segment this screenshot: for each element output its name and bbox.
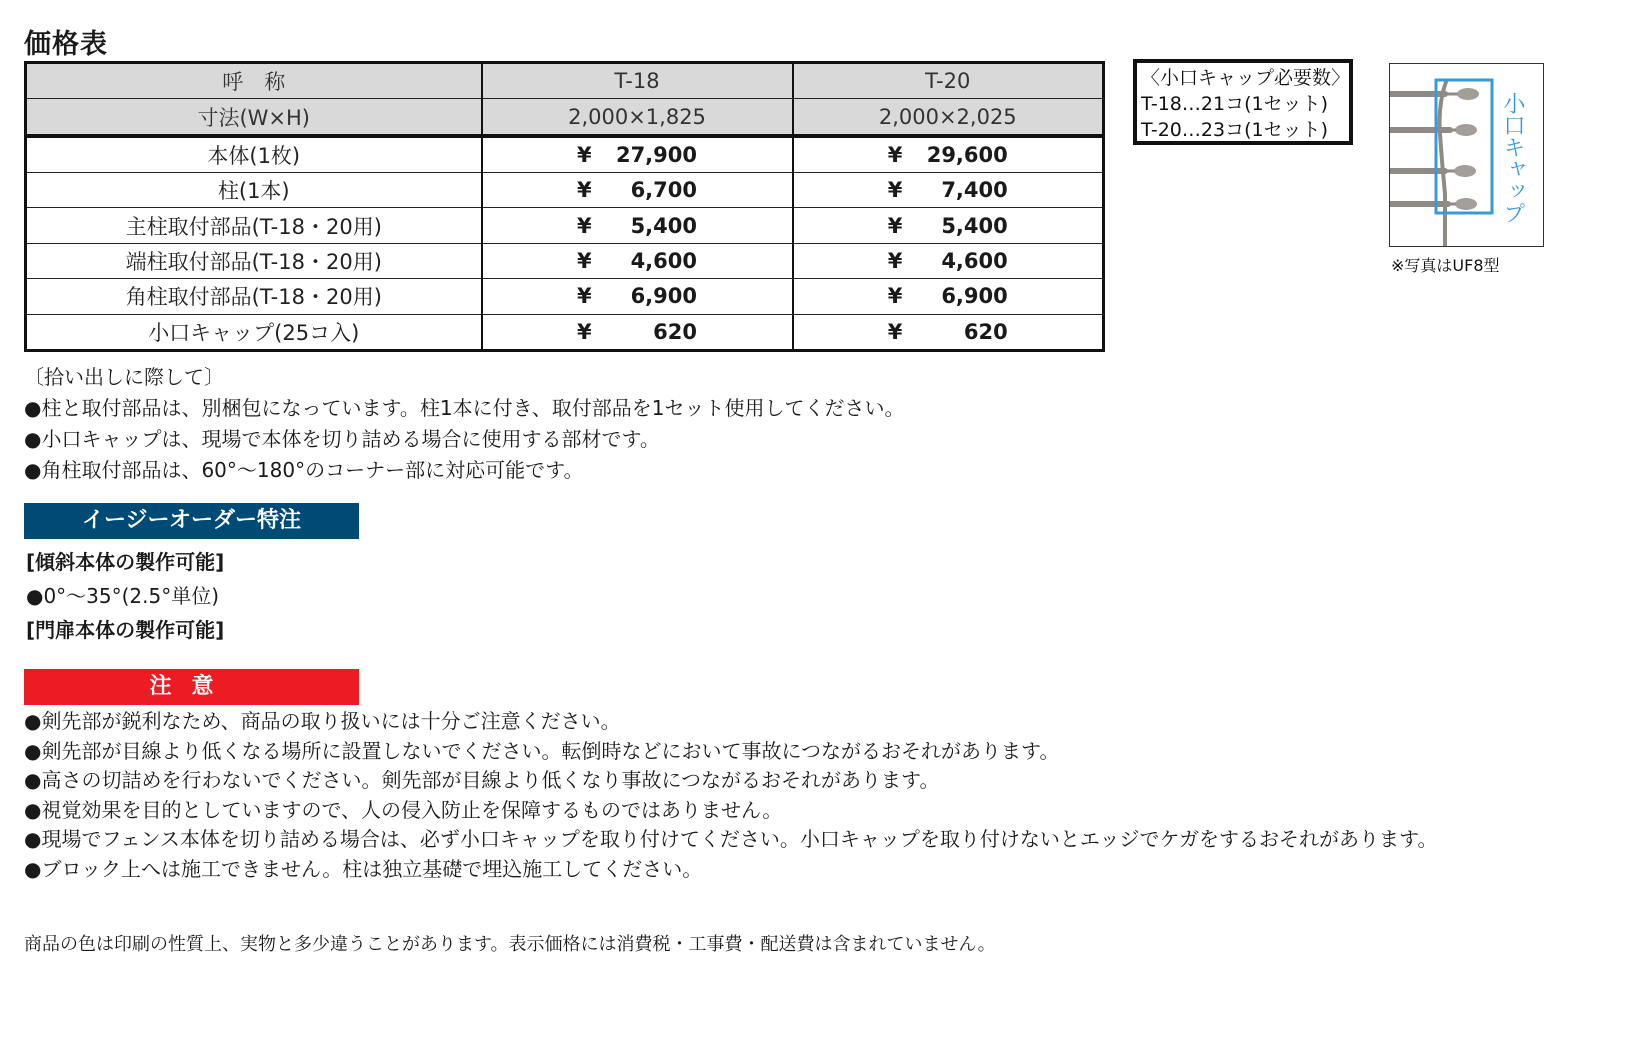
table-row: [26, 243, 1104, 278]
table-row: [26, 279, 1104, 314]
pickup-notes: [24, 362, 905, 486]
cap-required-line: T-20…23コ(1セット): [1141, 119, 1328, 141]
yen-sign: ¥: [577, 284, 592, 309]
yen-sign: ¥: [887, 249, 903, 274]
amount: 4,600: [941, 249, 1008, 274]
easy-order-band: イージーオーダー特注: [24, 503, 359, 539]
row-label: 小口キャップ(25コ入): [26, 314, 482, 350]
caution-list: [24, 707, 1437, 884]
photo-caption: ※写真はUF8型: [1391, 256, 1500, 275]
price-t18: [482, 136, 793, 173]
row-label: 柱(1本): [26, 173, 482, 208]
header-label: 寸法(W×H): [26, 99, 482, 136]
price-table: [24, 61, 1105, 352]
price-t20: [793, 208, 1104, 243]
table-row: [26, 314, 1104, 350]
yen-sign: ¥: [577, 319, 592, 344]
row-label: 端柱取付部品(T-18・20用): [26, 243, 482, 278]
size-t18: 2,000×1,825: [482, 99, 793, 136]
amount: 6,900: [941, 284, 1008, 309]
row-label: 本体(1枚): [26, 136, 482, 173]
yen-sign: ¥: [577, 213, 592, 238]
price-t20: [793, 314, 1104, 350]
caution-band: 注意: [24, 669, 359, 705]
caution-item: ●剣先部が目線より低くなる場所に設置しないでください。転倒時などにおいて事故につながるおそれがあります。: [24, 738, 1060, 763]
amount: 620: [653, 319, 697, 344]
price-t18: [482, 279, 793, 314]
caution-item: ●ブロック上へは施工できません。柱は独立基礎で埋込施工してください。: [24, 856, 703, 881]
price-t18: [482, 173, 793, 208]
caution-item: ●高さの切詰めを行わないでください。剣先部が目線より低くなり事故につながるおそれがあります。: [24, 768, 940, 792]
yen-sign: ¥: [887, 319, 903, 344]
price-t20: [793, 173, 1104, 208]
row-label: 主柱取付部品(T-18・20用): [26, 208, 482, 243]
product-photo: [1389, 63, 1544, 247]
callout-label: 小口キャップ: [1500, 92, 1525, 224]
note-item: ●柱と取付部品は、別梱包になっています。柱1本に付き、取付部品を1セット使用してください。: [24, 396, 905, 420]
yen-sign: ¥: [887, 284, 903, 309]
easy-order-item: [門扉本体の製作可能]: [26, 618, 225, 642]
price-t18: [482, 243, 793, 278]
cap-required-title: 〈小口キャップ必要数〉: [1141, 67, 1351, 89]
yen-sign: ¥: [887, 213, 903, 238]
price-t20: [793, 279, 1104, 314]
amount: 7,400: [941, 178, 1008, 203]
price-t18: [482, 314, 793, 350]
table-row: [26, 136, 1104, 173]
header-row-size: [26, 99, 1104, 136]
table-row: [26, 208, 1104, 243]
yen-sign: ¥: [577, 142, 592, 167]
price-t20: [793, 243, 1104, 278]
yen-sign: ¥: [577, 249, 592, 274]
amount: 620: [963, 319, 1008, 344]
price-t18: [482, 208, 793, 243]
pickup-notes-heading: 〔拾い出しに際して〕: [24, 365, 224, 389]
amount: 5,400: [630, 213, 697, 238]
caution-item: ●視覚効果を目的としていますので、人の侵入防止を保障するものではありません。: [24, 797, 783, 822]
amount: 29,600: [926, 142, 1008, 167]
header-label: 呼 称: [26, 63, 482, 99]
header-t18: T-18: [482, 63, 793, 99]
amount: 27,900: [615, 142, 697, 167]
caution-item: ●現場でフェンス本体を切り詰める場合は、必ず小口キャップを取り付けてください。小口キャップを取り付けないとエッジでケガをするおそれがあります。: [24, 827, 1438, 851]
note-item: ●角柱取付部品は、60°〜180°のコーナー部に対応可能です。: [24, 458, 584, 482]
cap-required-box: [1133, 59, 1353, 145]
yen-sign: ¥: [577, 178, 592, 203]
caution-item: ●剣先部が鋭利なため、商品の取り扱いには十分ご注意ください。: [24, 709, 621, 733]
note-item: ●小口キャップは、現場で本体を切り詰める場合に使用する部材です。: [24, 427, 660, 451]
yen-sign: ¥: [887, 178, 903, 203]
amount: 4,600: [630, 249, 697, 274]
table-row: [26, 173, 1104, 208]
easy-order-list: [26, 545, 224, 647]
amount: 5,400: [941, 213, 1008, 238]
size-t20: 2,000×2,025: [793, 99, 1104, 136]
amount: 6,700: [630, 178, 697, 203]
amount: 6,900: [630, 284, 697, 309]
header-row-name: [26, 63, 1104, 99]
header-t20: T-20: [793, 63, 1104, 99]
easy-order-item: [傾斜本体の製作可能]: [26, 550, 225, 574]
easy-order-item: ●0°〜35°(2.5°単位): [26, 584, 220, 608]
footer-note: 商品の色は印刷の性質上、実物と多少違うことがあります。表示価格には消費税・工事費・配送費は含まれていません。: [24, 934, 996, 955]
page-title: 価格表: [24, 29, 108, 60]
row-label: 角柱取付部品(T-18・20用): [26, 279, 482, 314]
yen-sign: ¥: [887, 142, 903, 167]
cap-required-line: T-18…21コ(1セット): [1141, 93, 1328, 115]
price-t20: [793, 136, 1104, 173]
